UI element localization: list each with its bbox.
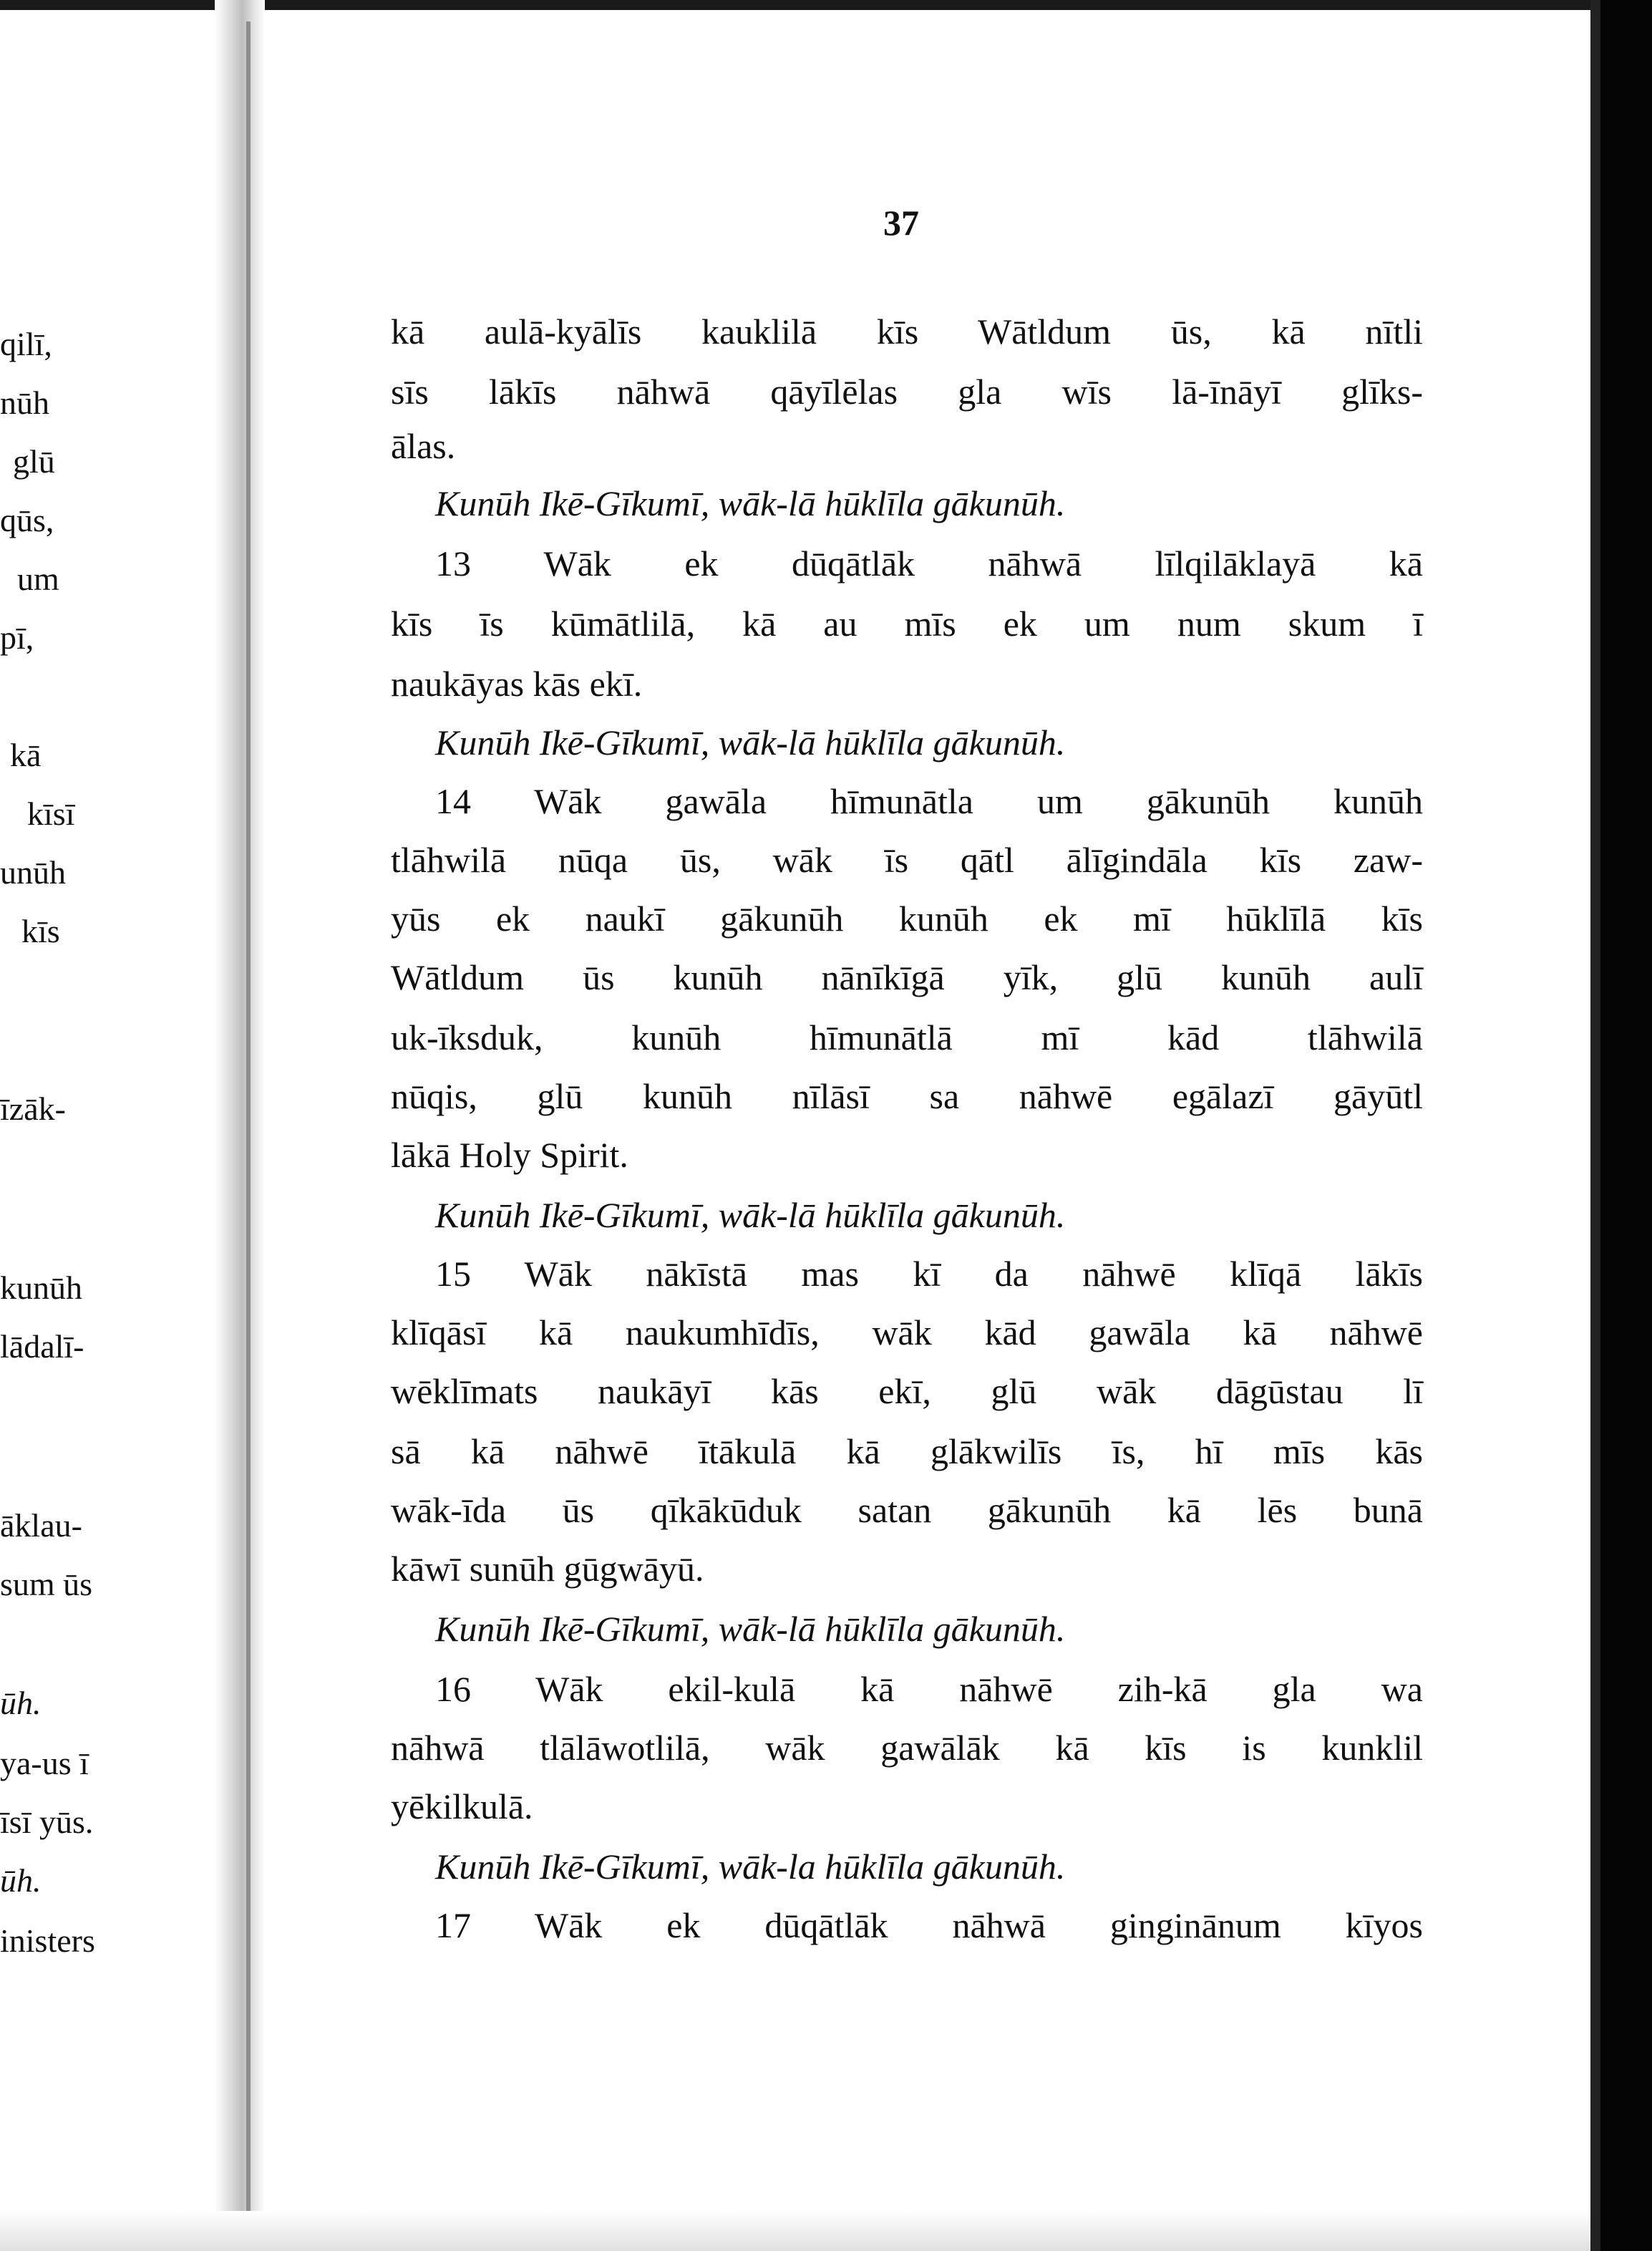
verse-line: 15 Wāk nākīstā mas kī da nāhwē klīqā lākīs: [435, 1254, 1423, 1294]
text-line: nāhwā tlālāwotlilā, wāk gawālāk kā kīs is kunklil: [391, 1728, 1423, 1768]
left-page-fragment: īzāk-: [0, 1090, 66, 1127]
text-line: tlāhwilā nūqa ūs, wāk īs qātl ālīgindāla kīs zaw-: [391, 840, 1423, 880]
text-line: ālas.: [391, 426, 456, 466]
left-page-fragment: qūs,: [0, 502, 54, 538]
text-line: klīqāsī kā naukumhīdīs, wāk kād gawāla kā nāhwē: [391, 1312, 1423, 1352]
left-page-fragment: kā: [10, 737, 42, 773]
left-page-fragment: āklau-: [0, 1507, 82, 1544]
left-page-fragment: pī,: [0, 619, 34, 656]
refrain-line: Kunūh Ikē-Gīkumī, wāk-lā hūklīla gākunūh.: [435, 483, 1066, 523]
refrain-line: Kunūh Ikē-Gīkumī, wāk-lā hūklīla gākunūh.: [435, 1195, 1066, 1235]
text-line: yēkilkulā.: [391, 1786, 533, 1826]
text-line: wēklīmats naukāyī kās ekī, glū wāk dāgūstau lī: [391, 1371, 1423, 1411]
page-bottom-edge: [0, 2211, 1600, 2251]
left-page-fragment: sum ūs: [0, 1566, 93, 1602]
left-page-fragment: īsī yūs.: [0, 1804, 94, 1840]
left-facing-page: [0, 0, 215, 2251]
left-page-fragment: kīs: [21, 913, 60, 949]
page-right-edge: [1590, 0, 1600, 2251]
left-page-fragment: ya-us ī: [0, 1745, 89, 1781]
left-page-fragment: ūh.: [0, 1685, 42, 1721]
left-page-fragment: um: [17, 561, 59, 597]
left-page-fragment: nūh: [0, 384, 49, 421]
text-line: sā kā nāhwē ītākulā kā glākwilīs īs, hī mīs kās: [391, 1431, 1423, 1471]
left-page-fragment: inisters: [0, 1922, 95, 1959]
verse-line: 13 Wāk ek dūqātlāk nāhwā līlqilāklayā kā: [435, 543, 1423, 584]
text-line: nūqis, glū kunūh nīlāsī sa nāhwē egālazī gāyūtl: [391, 1076, 1423, 1116]
book-gutter-fold: [246, 21, 251, 2241]
verse-line: 16 Wāk ekil-kulā kā nāhwē zih-kā gla wa: [435, 1669, 1423, 1709]
left-page-fragment: kīsī: [27, 795, 75, 832]
left-page-fragment: lādalī-: [0, 1328, 84, 1365]
text-line: Wātldum ūs kunūh nānīkīgā yīk, glū kunūh aulī: [391, 957, 1423, 997]
refrain-line: Kunūh Ikē-Gīkumī, wāk-lā hūklīla gākunūh.: [435, 722, 1066, 763]
left-page-fragment: unūh: [0, 854, 66, 891]
text-line: kīs īs kūmātlilā, kā au mīs ek um num skum ī: [391, 604, 1423, 644]
refrain-line: Kunūh Ikē-Gīkumī, wāk-la hūklīla gākunūh.: [435, 1846, 1066, 1887]
refrain-line: Kunūh Ikē-Gīkumī, wāk-lā hūklīla gākunūh.: [435, 1609, 1066, 1649]
left-page-fragment: qilī,: [0, 326, 52, 362]
left-page-fragment: glū: [13, 443, 55, 480]
left-page-fragment: ūh.: [0, 1862, 42, 1899]
book-gutter-shadow: [215, 0, 265, 2251]
scan-right-border: [1600, 0, 1652, 2251]
text-line: kā aulā-kyālīs kauklilā kīs Wātldum ūs, kā nītli: [391, 311, 1423, 352]
text-line: uk-īksduk, kunūh hīmunātlā mī kād tlāhwilā: [391, 1017, 1423, 1057]
text-line: sīs lākīs nāhwā qāyīlēlas gla wīs lā-īnāyī glīks-: [391, 372, 1423, 412]
text-line: yūs ek naukī gākunūh kunūh ek mī hūklīlā kīs: [391, 899, 1423, 939]
verse-line: 14 Wāk gawāla hīmunātla um gākunūh kunūh: [435, 781, 1423, 821]
left-page-fragment: kunūh: [0, 1269, 82, 1306]
text-line: naukāyas kās ekī.: [391, 664, 643, 704]
page-number: 37: [883, 203, 919, 243]
text-line: wāk-īda ūs qīkākūduk satan gākunūh kā lēs bunā: [391, 1490, 1423, 1530]
verse-line: 17 Wāk ek dūqātlāk nāhwā ginginānum kīyos: [435, 1905, 1423, 1945]
text-line: kāwī sunūh gūgwāyū.: [391, 1549, 704, 1589]
text-line: lākā Holy Spirit.: [391, 1135, 628, 1175]
